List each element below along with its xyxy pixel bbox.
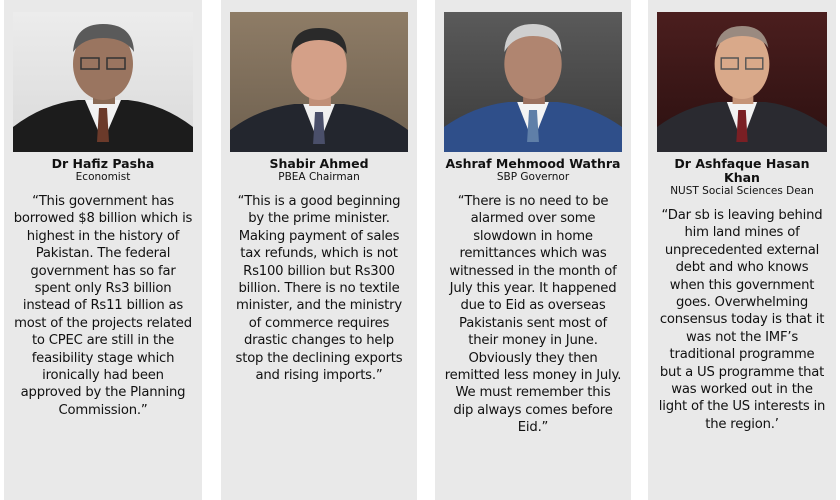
person-role: PBEA Chairman [278, 171, 360, 183]
person-role: SBP Governor [496, 171, 570, 183]
profile-card-ashfaque-khan [648, 0, 836, 500]
profile-card-hafiz-pasha [4, 0, 202, 500]
person-quote: “There is no need to be alarmed over some slowdown in home remittances which was witnessed in the month of July this year. It happened due to Eid as overseas Pakistanis sent most of their money in June. Obviously they then remitted less money in July. We must remember this dip always comes before Eid.” [444, 194, 622, 436]
portrait-photo [444, 12, 622, 152]
person-name: Dr Ashfaque Hasan Khan [674, 156, 810, 185]
portrait-photo [13, 12, 193, 152]
portrait-photo [657, 12, 827, 152]
person-name: Ashraf Mehmood Wathra [445, 156, 621, 171]
person-quote: “This government has borrowed $8 billion which is highest in the history of Pakistan. The federal government has so far spent only Rs3 billion instead of Rs11 billion as most of the projects related to CPEC are still in the feasibility stage which ironically had been approved by the Planning Commission.” [13, 194, 193, 418]
person-role: NUST Social Sciences Dean [670, 185, 814, 197]
person-name: Shabir Ahmed [269, 156, 369, 171]
portrait-photo [230, 12, 408, 152]
person-name: Dr Hafiz Pasha [51, 156, 155, 171]
profile-card-ashraf-wathra [435, 0, 631, 500]
person-role: Economist [75, 171, 131, 183]
person-quote: “Dar sb is leaving behind him land mines of unprecedented external debt and who knows when this government goes. Overwhelming consensus today is that it was not the IMF’s traditional programme but a US programme that was worked out in the light of the US interests in the region.’ [658, 208, 826, 432]
person-quote: “This is a good beginning by the prime minister. Making payment of sales tax refunds, which is not Rs100 billion but Rs300 billion. There is no textile minister, and the ministry of commerce requires drastic changes to help stop the declining exports and rising imports.” [235, 194, 403, 384]
profile-card-shabir-ahmed [221, 0, 417, 500]
